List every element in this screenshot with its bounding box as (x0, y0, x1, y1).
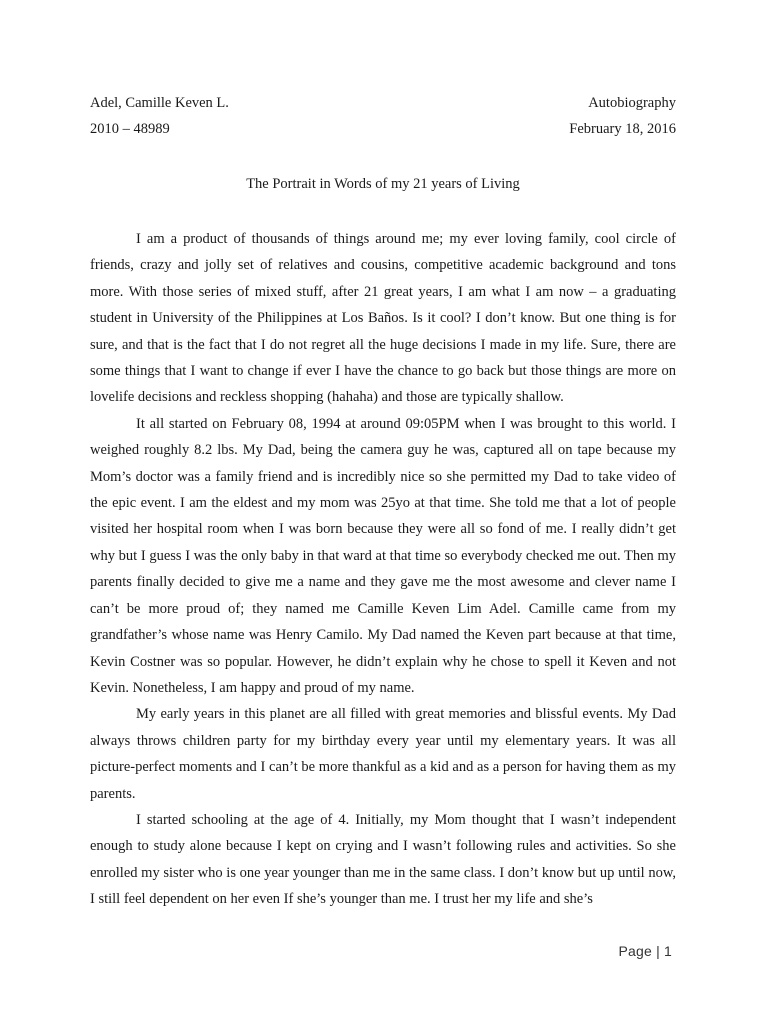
document-type: Autobiography (588, 95, 676, 111)
document-date: February 18, 2016 (569, 121, 676, 137)
student-number: 2010 – 48989 (90, 121, 170, 137)
document-body (90, 226, 676, 913)
paragraph: I am a product of thousands of things around me; my ever loving family, cool circle of friends, crazy and jolly set of relatives and cousins, competitive academic background and tons more. With those series of mixed stuff, after 21 great years, I am what I am now – a graduating student in University of the Philippines at Los Baños. Is it cool? I don’t know. But one thing is for sure, and that is the fact that I do not regret all the huge decisions I made in my life. Sure, there are some things that I want to change if ever I have the chance to go back but those things are more on lovelife decisions and reckless shopping (hahaha) and those are typically shallow. (90, 231, 676, 406)
document-title: The Portrait in Words of my 21 years of Living (246, 176, 520, 192)
header-row-1 (90, 94, 676, 112)
header-row-2 (90, 120, 676, 138)
paragraph: It all started on February 08, 1994 at around 09:05PM when I was brought to this world. I weighed roughly 8.2 lbs. My Dad, being the camera guy he was, captured all on tape because my Mom’s doctor was a family friend and is incredibly nice so she permitted my Dad to take video of the epic event. I am the eldest and my mom was 25yo at that time. She told me that a lot of people visited her hospital room when I was born because they were all so fond of me. I really didn’t get why but I guess I was the only baby in that ward at that time so everybody checked me out. Then my parents finally decided to give me a name and they gave me the most awesome and clever name I can’t be more proud of; they named me Camille Keven Lim Adel. Camille came from my grandfather’s whose name was Henry Camilo. My Dad named the Keven part because at that time, Kevin Costner was so popular. However, he didn’t explain why he chose to spell it Keven and not Kevin. Nonetheless, I am happy and proud of my name. (90, 415, 676, 696)
paragraph: I started schooling at the age of 4. Initially, my Mom thought that I wasn’t independent enough to study alone because I kept on crying and I wasn’t following rules and activities. So she enrolled my sister who is one year younger than me in the same class. I don’t know but up until now, I still feel dependent on her even If she’s younger than me. I trust her my life and she’s (90, 811, 676, 908)
page-number: Page | 1 (618, 943, 672, 959)
paragraph: My early years in this planet are all filled with great memories and blissful events. My Dad always throws children party for my birthday every year until my elementary years. It was all picture-perfect moments and I can’t be more thankful as a kid and as a person for having them as my parents. (90, 706, 676, 802)
author-name: Adel, Camille Keven L. (90, 95, 229, 111)
